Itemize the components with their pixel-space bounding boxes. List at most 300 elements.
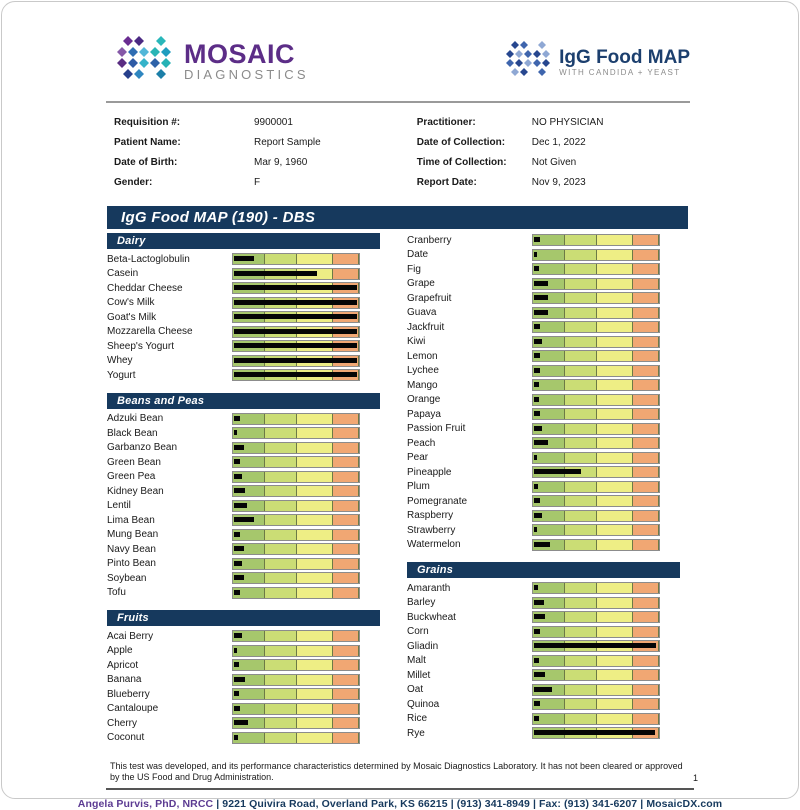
result-value-bar	[534, 237, 540, 242]
result-value-bar	[534, 281, 548, 286]
food-group	[107, 610, 380, 745]
scale-zone-very-high	[633, 250, 659, 260]
result-value-bar	[534, 672, 545, 677]
scale-zone-high	[597, 235, 632, 245]
scale-zone-high	[297, 486, 332, 496]
scale-zone-moderate	[565, 699, 598, 709]
scale-zone-very-high	[333, 501, 359, 511]
food-row	[407, 320, 680, 335]
result-value-bar	[534, 397, 539, 402]
result-value-bar	[534, 469, 581, 474]
result-bar	[232, 311, 360, 323]
scale-zone-very-high	[633, 525, 659, 535]
food-row	[407, 683, 680, 698]
food-row	[407, 494, 680, 509]
result-value-bar	[234, 358, 357, 363]
scale-zone-very-high	[333, 718, 359, 728]
scale-zone-high	[597, 612, 632, 622]
scale-zone-very-high	[333, 515, 359, 525]
food-label: Passion Fruit	[407, 423, 466, 435]
scale-zone-moderate	[265, 501, 298, 511]
info-row	[417, 176, 690, 189]
scale-zone-moderate	[565, 264, 598, 274]
section-header: Beans and Peas	[107, 393, 380, 409]
food-label: Tofu	[107, 587, 126, 599]
food-label: Gliadin	[407, 640, 439, 652]
scale-zone-high	[297, 428, 332, 438]
result-value-bar	[534, 440, 548, 445]
result-value-bar	[234, 329, 357, 334]
scale-zone-low	[533, 453, 565, 463]
scale-zone-moderate	[265, 573, 298, 583]
scale-zone-low	[233, 646, 265, 656]
scale-zone-high	[597, 598, 632, 608]
brand-sub: DIAGNOSTICS	[184, 67, 309, 82]
food-row	[107, 426, 380, 441]
food-row	[107, 412, 380, 427]
scale-zone-very-high	[333, 443, 359, 453]
food-label: Amaranth	[407, 582, 451, 594]
scale-zone-low	[233, 428, 265, 438]
scale-zone-very-high	[633, 279, 659, 289]
product-logo	[504, 40, 690, 85]
scale-zone-very-high	[633, 467, 659, 477]
result-value-bar	[534, 701, 540, 706]
scale-zone-moderate	[565, 308, 598, 318]
scale-zone-very-high	[633, 511, 659, 521]
result-bar	[532, 510, 660, 522]
mosaic-logo	[114, 34, 309, 89]
result-bar	[232, 340, 360, 352]
food-row	[107, 296, 380, 311]
scale-zone-moderate	[265, 559, 298, 569]
scale-zone-moderate	[265, 718, 298, 728]
results-area	[2, 229, 798, 755]
food-label: Sheep's Yogurt	[107, 340, 174, 352]
page-number: 1	[692, 773, 698, 783]
scale-zone-moderate	[565, 366, 598, 376]
food-row	[407, 407, 680, 422]
scale-zone-high	[297, 501, 332, 511]
info-value: F	[254, 177, 261, 188]
result-bar	[532, 698, 660, 710]
result-value-bar	[534, 614, 545, 619]
food-label: Green Pea	[107, 471, 156, 483]
scale-zone-moderate	[565, 525, 598, 535]
scale-zone-high	[297, 457, 332, 467]
result-bar	[232, 688, 360, 700]
food-row	[107, 629, 380, 644]
scale-zone-moderate	[265, 675, 298, 685]
food-row	[407, 277, 680, 292]
scale-zone-high	[597, 308, 632, 318]
food-row	[407, 581, 680, 596]
info-row	[417, 156, 690, 169]
food-row	[407, 233, 680, 248]
scale-zone-high	[597, 264, 632, 274]
scale-zone-moderate	[565, 482, 598, 492]
result-bar	[532, 481, 660, 493]
food-label: Pomegranate	[407, 495, 468, 507]
result-bar	[532, 307, 660, 319]
scale-zone-high	[297, 559, 332, 569]
result-bar	[532, 582, 660, 594]
result-value-bar	[534, 339, 542, 344]
result-bar	[232, 514, 360, 526]
result-bar	[232, 355, 360, 367]
food-label: Kidney Bean	[107, 485, 164, 497]
food-row	[407, 625, 680, 640]
result-bar	[532, 727, 660, 739]
result-value-bar	[234, 256, 254, 261]
result-bar	[232, 717, 360, 729]
result-value-bar	[234, 430, 237, 435]
scale-zone-very-high	[333, 414, 359, 424]
food-row	[107, 325, 380, 340]
result-bar	[532, 611, 660, 623]
result-bar	[532, 713, 660, 725]
scale-zone-very-high	[633, 235, 659, 245]
result-bar	[532, 379, 660, 391]
result-bar	[532, 669, 660, 681]
scale-zone-high	[297, 530, 332, 540]
result-bar	[232, 529, 360, 541]
food-label: Oat	[407, 684, 424, 696]
scale-zone-high	[297, 472, 332, 482]
info-label: Requisition #:	[114, 117, 181, 128]
food-label: Black Bean	[107, 427, 158, 439]
food-row	[407, 349, 680, 364]
section-header: Grains	[407, 562, 680, 578]
food-label: Mung Bean	[107, 529, 159, 541]
result-value-bar	[234, 372, 357, 377]
result-bar	[532, 626, 660, 638]
scale-zone-moderate	[565, 424, 598, 434]
result-bar	[532, 249, 660, 261]
scale-zone-very-high	[633, 424, 659, 434]
scale-zone-very-high	[633, 496, 659, 506]
scale-zone-very-high	[333, 646, 359, 656]
food-label: Fig	[407, 263, 421, 275]
scale-zone-high	[597, 366, 632, 376]
result-value-bar	[534, 324, 540, 329]
food-label: Lychee	[407, 365, 439, 377]
food-label: Adzuki Bean	[107, 413, 164, 425]
food-row	[407, 248, 680, 263]
result-bar	[532, 437, 660, 449]
food-group	[407, 562, 680, 741]
food-row	[107, 455, 380, 470]
info-row	[417, 116, 690, 129]
scale-zone-high	[297, 660, 332, 670]
result-bar	[232, 543, 360, 555]
food-label: Soybean	[107, 572, 147, 584]
food-row	[107, 673, 380, 688]
scale-zone-high	[597, 424, 632, 434]
food-label: Pineapple	[407, 466, 452, 478]
info-label: Date of Birth:	[114, 157, 178, 168]
food-label: Banana	[107, 674, 142, 686]
scale-zone-high	[297, 733, 332, 743]
result-bar	[232, 630, 360, 642]
scale-zone-moderate	[565, 453, 598, 463]
info-row	[114, 156, 407, 169]
food-row	[107, 441, 380, 456]
result-value-bar	[234, 474, 242, 479]
food-label: Whey	[107, 355, 133, 367]
scale-zone-high	[297, 704, 332, 714]
result-bar	[232, 645, 360, 657]
report-title: IgG Food MAP (190) - DBS	[107, 206, 688, 229]
result-bar	[232, 442, 360, 454]
food-row	[107, 731, 380, 746]
scale-zone-very-high	[633, 656, 659, 666]
food-label: Casein	[107, 268, 139, 280]
section-header: Dairy	[107, 233, 380, 249]
food-label: Rye	[407, 727, 425, 739]
food-label: Garbanzo Bean	[107, 442, 178, 454]
disclaimer-row	[2, 755, 798, 783]
info-value: NO PHYSICIAN	[531, 117, 604, 128]
food-label: Papaya	[407, 408, 441, 420]
food-label: Kiwi	[407, 336, 426, 348]
result-value-bar	[234, 561, 242, 566]
result-value-bar	[534, 295, 548, 300]
scale-zone-moderate	[565, 583, 598, 593]
result-bar	[232, 674, 360, 686]
food-label: Green Bean	[107, 456, 161, 468]
scale-zone-moderate	[265, 588, 298, 598]
info-label: Report Date:	[416, 177, 477, 188]
scale-zone-very-high	[633, 409, 659, 419]
scale-zone-high	[597, 279, 632, 289]
brand-name: MOSAIC	[184, 39, 295, 69]
scale-zone-high	[597, 453, 632, 463]
result-value-bar	[534, 600, 544, 605]
mosaic-wordmark	[184, 41, 309, 82]
food-row	[407, 509, 680, 524]
food-label: Goat's Milk	[107, 311, 157, 323]
scale-zone-high	[597, 380, 632, 390]
food-label: Mango	[407, 379, 438, 391]
result-bar	[232, 500, 360, 512]
scale-zone-high	[597, 351, 632, 361]
result-bar	[532, 655, 660, 667]
scale-zone-very-high	[633, 482, 659, 492]
result-bar	[232, 326, 360, 338]
result-bar	[532, 263, 660, 275]
scale-zone-moderate	[265, 443, 298, 453]
food-label: Coconut	[107, 732, 145, 744]
result-value-bar	[234, 735, 238, 740]
scale-zone-low	[533, 250, 565, 260]
info-value: 9900001	[254, 117, 293, 128]
scale-zone-moderate	[565, 293, 598, 303]
result-value-bar	[234, 532, 240, 537]
info-row	[114, 136, 407, 149]
disclaimer-text: This test was developed, and its performance characteristics determined by Mosaic Diagnostics Laboratory. It has not been cleared or approved by the US Food and Drug Administration.	[110, 761, 683, 782]
scale-zone-high	[297, 515, 332, 525]
scale-zone-moderate	[565, 511, 598, 521]
food-row	[407, 378, 680, 393]
food-row	[407, 523, 680, 538]
food-row	[407, 262, 680, 277]
scale-zone-very-high	[633, 380, 659, 390]
result-value-bar	[234, 590, 240, 595]
scale-zone-moderate	[565, 380, 598, 390]
food-row	[407, 712, 680, 727]
food-row	[407, 451, 680, 466]
patient-info	[2, 103, 798, 189]
scale-zone-moderate	[565, 714, 598, 724]
food-label: Jackfruit	[407, 321, 445, 333]
food-row	[107, 586, 380, 601]
result-value-bar	[534, 658, 539, 663]
result-bar	[532, 321, 660, 333]
food-label: Acai Berry	[107, 630, 154, 642]
info-label: Practitioner:	[416, 117, 476, 128]
scale-zone-high	[597, 467, 632, 477]
food-label: Cow's Milk	[107, 297, 155, 309]
scale-zone-high	[597, 438, 632, 448]
food-label: Grapefruit	[407, 292, 452, 304]
food-row	[107, 542, 380, 557]
scale-zone-high	[597, 699, 632, 709]
result-bar	[232, 485, 360, 497]
food-label: Apple	[107, 645, 133, 657]
food-label: Malt	[407, 655, 426, 667]
food-row	[107, 281, 380, 296]
results-column-left	[107, 233, 380, 755]
scale-zone-very-high	[333, 559, 359, 569]
page-header	[2, 2, 798, 89]
food-row	[107, 687, 380, 702]
food-label: Cherry	[107, 717, 138, 729]
scale-zone-moderate	[265, 472, 298, 482]
food-row	[407, 480, 680, 495]
food-row	[107, 571, 380, 586]
result-value-bar	[534, 629, 540, 634]
food-row	[107, 499, 380, 514]
scale-zone-moderate	[565, 685, 598, 695]
patient-info-left	[114, 116, 407, 189]
result-bar	[532, 524, 660, 536]
scale-zone-moderate	[565, 235, 598, 245]
result-bar	[532, 234, 660, 246]
food-label: Date	[407, 249, 429, 261]
result-value-bar	[234, 503, 247, 508]
scale-zone-moderate	[565, 612, 598, 622]
result-value-bar	[534, 368, 540, 373]
footer-contact: | 9221 Quivira Road, Overland Park, KS 66215 | (913) 341-8949 | Fax: (913) 341-6207 | MosaicDX.com	[213, 798, 723, 810]
scale-zone-very-high	[333, 660, 359, 670]
scale-zone-very-high	[633, 598, 659, 608]
food-label: Quinoa	[407, 698, 440, 710]
scale-zone-moderate	[265, 646, 298, 656]
food-row	[107, 484, 380, 499]
food-row	[107, 528, 380, 543]
result-value-bar	[234, 648, 237, 653]
scale-zone-moderate	[565, 496, 598, 506]
result-bar	[232, 587, 360, 599]
result-value-bar	[534, 353, 540, 358]
scale-zone-moderate	[265, 254, 298, 264]
result-value-bar	[534, 426, 542, 431]
food-label: Cantaloupe	[107, 703, 159, 715]
scale-zone-high	[597, 409, 632, 419]
scale-zone-high	[597, 250, 632, 260]
food-label: Lentil	[107, 500, 131, 512]
result-value-bar	[534, 585, 538, 590]
result-value-bar	[534, 266, 539, 271]
scale-zone-very-high	[633, 337, 659, 347]
result-bar	[232, 456, 360, 468]
info-value: Report Sample	[254, 137, 321, 148]
scale-zone-very-high	[333, 269, 359, 279]
scale-zone-moderate	[265, 733, 298, 743]
food-label: Watermelon	[407, 539, 461, 551]
mosaic-diamonds-blue-icon	[504, 40, 552, 85]
result-bar	[232, 427, 360, 439]
food-label: Pinto Bean	[107, 558, 156, 570]
scale-zone-moderate	[565, 250, 598, 260]
scale-zone-moderate	[565, 395, 598, 405]
food-row	[407, 726, 680, 741]
result-bar	[232, 253, 360, 265]
food-row	[107, 658, 380, 673]
info-value: Mar 9, 1960	[254, 157, 308, 168]
food-row	[107, 557, 380, 572]
food-row	[407, 668, 680, 683]
scale-zone-high	[297, 675, 332, 685]
result-value-bar	[234, 343, 357, 348]
food-row	[107, 267, 380, 282]
scale-zone-very-high	[333, 486, 359, 496]
scale-zone-very-high	[333, 675, 359, 685]
scale-zone-high	[297, 588, 332, 598]
scale-zone-very-high	[633, 453, 659, 463]
food-label: Millet	[407, 669, 431, 681]
result-bar	[532, 466, 660, 478]
food-row	[407, 436, 680, 451]
result-value-bar	[534, 527, 537, 532]
scale-zone-very-high	[633, 699, 659, 709]
scale-zone-moderate	[565, 438, 598, 448]
scale-zone-high	[297, 544, 332, 554]
result-value-bar	[534, 310, 548, 315]
scale-zone-very-high	[333, 573, 359, 583]
result-bar	[532, 350, 660, 362]
result-value-bar	[534, 484, 538, 489]
scale-zone-high	[597, 511, 632, 521]
result-bar	[232, 659, 360, 671]
result-value-bar	[534, 542, 550, 547]
scale-zone-very-high	[333, 544, 359, 554]
result-bar	[532, 495, 660, 507]
scale-zone-moderate	[265, 428, 298, 438]
scale-zone-very-high	[633, 627, 659, 637]
food-label: Peach	[407, 437, 436, 449]
food-row	[407, 306, 680, 321]
scale-zone-moderate	[565, 598, 598, 608]
scale-zone-very-high	[333, 428, 359, 438]
result-value-bar	[234, 677, 245, 682]
scale-zone-moderate	[265, 414, 298, 424]
food-label: Grape	[407, 278, 435, 290]
result-bar	[532, 640, 660, 652]
scale-zone-high	[597, 293, 632, 303]
scale-zone-high	[597, 685, 632, 695]
